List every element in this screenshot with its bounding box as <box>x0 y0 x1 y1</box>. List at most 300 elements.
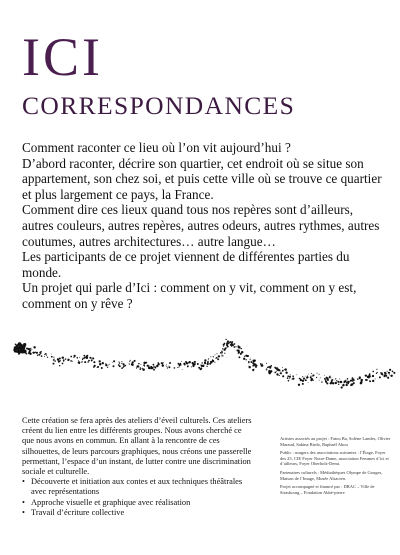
trail-dot <box>44 356 45 357</box>
trail-dot <box>86 355 88 357</box>
trail-dot <box>82 358 83 359</box>
trail-dot <box>300 379 302 381</box>
trail-dot <box>41 355 43 357</box>
trail-dot <box>292 375 294 377</box>
trail-dot <box>256 365 258 367</box>
trail-dot <box>244 356 245 357</box>
trail-dot <box>231 343 233 345</box>
trail-dot <box>308 382 309 383</box>
trail-dot <box>334 380 335 381</box>
trail-dot <box>293 378 294 379</box>
trail-dot <box>250 361 252 363</box>
trail-dot <box>191 362 193 364</box>
credits-block <box>280 436 392 498</box>
trail-dot <box>282 367 283 368</box>
trail-dot <box>248 362 249 363</box>
trail-dot <box>223 349 225 351</box>
trail-dot <box>222 348 223 349</box>
trail-dot <box>99 363 101 365</box>
trail-dot <box>238 351 240 353</box>
trail-dot <box>93 366 95 368</box>
trail-dot <box>282 375 284 377</box>
trail-dot <box>289 376 291 378</box>
trail-dot <box>73 357 74 358</box>
trail-dot <box>357 378 359 380</box>
trail-dot <box>393 372 395 374</box>
trail-dot <box>249 367 250 368</box>
trail-dot <box>288 380 290 382</box>
trail-dot <box>121 363 122 364</box>
trail-dot <box>136 367 137 368</box>
trail-dot <box>180 365 181 366</box>
trail-dot <box>179 366 180 367</box>
trail-dot <box>369 373 371 375</box>
trail-dot <box>270 370 272 372</box>
trail-dot <box>174 367 176 369</box>
trail-dot <box>140 367 141 368</box>
trail-dot <box>361 379 363 381</box>
trail-dot <box>373 376 374 377</box>
trail-dot <box>153 364 155 366</box>
trail-dot <box>193 363 195 365</box>
trail-dot <box>125 365 127 367</box>
trail-dot <box>324 378 325 379</box>
trail-dot <box>30 348 31 349</box>
trail-dot <box>69 359 70 360</box>
trail-dot <box>302 383 304 385</box>
trail-dot <box>143 362 146 365</box>
trail-dot <box>62 363 64 365</box>
trail-dot <box>216 357 218 359</box>
trail-dot <box>22 345 24 347</box>
trail-dot <box>84 361 86 363</box>
trail-dot <box>352 377 354 379</box>
trail-dot <box>325 381 327 383</box>
trail-dot <box>223 346 224 347</box>
trail-dot <box>168 366 170 368</box>
trail-dot <box>204 359 206 361</box>
trail-dot <box>207 363 209 365</box>
trail-dot <box>189 361 191 363</box>
trail-dot <box>282 370 284 372</box>
trail-dot <box>384 372 386 374</box>
trail-dot <box>139 368 141 370</box>
trail-dot <box>123 363 125 365</box>
trail-dot <box>47 357 48 358</box>
trail-dot <box>153 369 155 371</box>
trail-dot <box>181 361 182 362</box>
trail-dot <box>169 362 171 364</box>
trail-dot <box>369 380 370 381</box>
trail-dot <box>28 348 30 350</box>
trail-dot <box>210 356 211 357</box>
trail-dot <box>119 362 120 363</box>
trail-dot <box>18 342 22 346</box>
trail-dot <box>330 378 331 379</box>
trail-dot <box>168 365 169 366</box>
trail-dot <box>308 374 309 375</box>
trail-dot <box>319 374 320 375</box>
trail-dot <box>156 365 158 367</box>
trail-dot <box>123 366 124 367</box>
trail-dot <box>166 366 167 367</box>
trail-dot <box>18 344 19 345</box>
trail-dot <box>287 375 289 377</box>
trail-dot <box>222 352 223 353</box>
trail-dot <box>246 359 247 360</box>
trail-dot <box>14 346 17 349</box>
trail-dot <box>254 360 256 362</box>
trail-dot <box>177 363 178 364</box>
trail-dot <box>238 345 240 347</box>
trail-dot <box>78 360 79 361</box>
trail-dot <box>276 371 277 372</box>
trail-dot <box>243 358 245 360</box>
trail-dot <box>218 355 220 357</box>
trail-dot <box>21 348 24 351</box>
trail-dot <box>33 352 35 354</box>
trail-dot <box>348 383 349 384</box>
trail-dot <box>372 371 374 373</box>
trail-dot <box>108 365 109 366</box>
trail-dot <box>305 379 307 381</box>
poster-title-correspondances: CORRESPONDANCES <box>22 91 296 120</box>
trail-dot <box>312 374 314 376</box>
trail-dot <box>284 368 286 370</box>
trail-dot <box>229 342 230 343</box>
trail-dot <box>326 377 328 379</box>
trail-dot <box>327 379 329 381</box>
trail-dot <box>266 363 267 364</box>
trail-dot <box>354 380 355 381</box>
trail-dot <box>154 366 156 368</box>
trail-dot <box>389 374 390 375</box>
trail-dot <box>92 358 93 359</box>
trail-dot <box>88 360 90 362</box>
trail-dot <box>91 359 93 361</box>
trail-dot <box>208 359 209 360</box>
trail-dot <box>87 361 89 363</box>
trail-dot <box>53 357 54 358</box>
trail-dot <box>319 380 320 381</box>
footprint-trail-illustration <box>0 322 400 412</box>
trail-dot <box>320 377 321 378</box>
trail-dot <box>51 354 52 355</box>
trail-dot <box>29 353 31 355</box>
trail-dot <box>134 360 136 362</box>
trail-dot <box>278 375 279 376</box>
trail-dot <box>280 373 281 374</box>
trail-dot <box>214 362 215 363</box>
trail-dot <box>177 367 178 368</box>
trail-dot <box>31 349 32 350</box>
trail-dot <box>388 372 389 373</box>
trail-dot <box>252 369 254 371</box>
trail-dot <box>226 342 228 344</box>
trail-dot <box>206 366 207 367</box>
trail-dot <box>82 359 83 360</box>
trail-dot <box>220 352 222 354</box>
trail-dot <box>40 351 41 352</box>
trail-dot <box>266 370 267 371</box>
trail-dot <box>142 368 143 369</box>
trail-dot <box>83 355 85 357</box>
trail-dot <box>62 356 64 358</box>
trail-dot <box>113 365 115 367</box>
trail-dot <box>324 375 325 376</box>
trail-dot <box>347 380 348 381</box>
trail-dot <box>121 361 122 362</box>
trail-dot <box>346 384 347 385</box>
trail-dot <box>289 378 290 379</box>
trail-dot <box>346 385 347 386</box>
trail-dot <box>390 375 392 377</box>
intro-line: Un projet qui parle d’Ici : comment on y vit, comment on y est, comment on y rêve ? <box>22 280 357 311</box>
trail-dot <box>376 369 377 370</box>
trail-dot <box>317 373 318 374</box>
trail-dot <box>86 356 88 358</box>
trail-dot <box>302 380 304 382</box>
trail-dot <box>144 366 145 367</box>
trail-dot <box>217 358 219 360</box>
trail-dot <box>299 378 300 379</box>
trail-dot <box>44 354 45 355</box>
trail-dot <box>235 346 236 347</box>
trail-dot <box>15 344 17 346</box>
trail-dot <box>92 357 94 359</box>
trail-dot <box>63 359 65 361</box>
trail-dot <box>359 378 361 380</box>
trail-dot <box>305 376 306 377</box>
trail-dot <box>129 361 130 362</box>
trail-dot <box>298 384 300 386</box>
trail-dot <box>215 354 216 355</box>
intro-line: Comment dire ces lieux quand tous nos repères sont d’ailleurs, autres couleurs, autres repères, autres odeurs, autres rythmes, autres coutumes, autres architectures… autre langue… <box>22 202 380 249</box>
trail-dot <box>386 376 387 377</box>
trail-dot <box>140 364 141 365</box>
trail-dot <box>375 378 376 379</box>
trail-dot <box>40 352 42 354</box>
trail-dot <box>149 368 150 369</box>
trail-dot <box>215 358 216 359</box>
trail-dot <box>330 382 332 384</box>
trail-dot <box>147 365 149 367</box>
trail-dot <box>204 361 206 363</box>
trail-dot <box>351 383 353 385</box>
trail-dot <box>247 355 249 357</box>
trail-dot <box>194 361 196 363</box>
trail-dot <box>198 367 200 369</box>
trail-dot <box>274 372 276 374</box>
trail-dot <box>222 354 223 355</box>
intro-text <box>22 140 382 312</box>
trail-dot <box>210 361 212 363</box>
trail-dot <box>321 381 322 382</box>
trail-dot <box>231 341 233 343</box>
trail-dot <box>307 376 308 377</box>
trail-dot <box>182 369 183 370</box>
trail-dot <box>372 380 374 382</box>
trail-dot <box>306 377 308 379</box>
trail-dot <box>81 361 82 362</box>
trail-dot <box>93 361 95 363</box>
credits-partners: Partenaires culturels : Médiathèques Olympe de Gouges, Maison de l’Image, Musée Alsacien. <box>280 469 383 481</box>
trail-dot <box>112 362 113 363</box>
activity-item: • Travail d’écriture collective <box>31 508 252 518</box>
activity-item: • Découverte et initiation aux contes et aux techniques théâtrales avec représentations <box>31 477 252 497</box>
trail-dot <box>260 363 262 365</box>
trail-dot <box>187 365 188 366</box>
trail-dot <box>59 357 61 359</box>
trail-dot <box>79 357 80 358</box>
trail-dot <box>268 366 270 368</box>
trail-dot <box>379 376 381 378</box>
trail-dot <box>70 356 72 358</box>
trail-dot <box>332 382 334 384</box>
trail-dot <box>119 361 120 362</box>
trail-dot <box>241 351 243 353</box>
trail-dot <box>121 367 123 369</box>
trail-dot <box>366 379 368 381</box>
trail-dot <box>109 364 110 365</box>
trail-dot <box>229 343 230 344</box>
trail-dot <box>281 371 282 372</box>
project-description <box>22 416 252 518</box>
trail-dot <box>296 374 297 375</box>
trail-dot <box>261 365 263 367</box>
trail-dot <box>290 374 291 375</box>
trail-dot <box>40 354 41 355</box>
trail-dot <box>89 357 91 359</box>
trail-dot <box>387 371 388 372</box>
trail-dot <box>311 373 312 374</box>
trail-dot <box>249 366 250 367</box>
trail-dot <box>153 365 154 366</box>
trail-dot <box>208 358 209 359</box>
intro-line: Comment raconter ce lieu où l’on vit aujourd’hui ? <box>22 140 291 155</box>
trail-dot <box>201 362 202 363</box>
trail-dot <box>34 347 35 348</box>
trail-dot <box>316 377 317 378</box>
trail-dot <box>338 384 339 385</box>
trail-dot <box>138 363 140 365</box>
trail-dot <box>340 382 341 383</box>
trail-dot <box>186 362 188 364</box>
trail-dot <box>221 351 223 353</box>
trail-dot <box>201 367 203 369</box>
trail-dot <box>311 376 312 377</box>
trail-dot <box>197 363 199 365</box>
trail-dot <box>101 367 103 369</box>
trail-dot <box>207 361 208 362</box>
trail-dot <box>46 355 47 356</box>
trail-dot <box>130 360 131 361</box>
trail-dot <box>53 359 55 361</box>
credits-funding: Projet accompagné et financé par : DRAC – Ville de Strasbourg – Fondation Abbé-pierre <box>280 484 375 495</box>
trail-dot <box>325 379 326 380</box>
trail-dot <box>102 362 104 364</box>
trail-dot <box>129 363 130 364</box>
trail-dot <box>250 359 251 360</box>
credits-public: Public : usagers des associations suivantes : l’Étage, Foyer des 25, CIE Foyer Notre-Dame, association Femmes d’ici et d’ailleurs, Foyer Oberholz-Demi. <box>280 450 389 467</box>
trail-dot <box>347 378 349 380</box>
trail-dot <box>166 364 167 365</box>
intro-line: D’abord raconter, décrire son quartier, cet endroit où se situe son appartement, son chez soi, et puis cette ville où se trouve ce quartier et plus largement ce pays, la France. <box>22 155 382 202</box>
trail-dot <box>223 344 225 346</box>
trail-dot <box>58 360 59 361</box>
trail-dot <box>15 350 17 352</box>
trail-dot <box>336 380 337 381</box>
activity-list <box>22 477 252 518</box>
trail-dot <box>392 371 394 373</box>
trail-dot <box>329 376 331 378</box>
trail-dot <box>234 343 236 345</box>
trail-dot <box>18 350 19 351</box>
trail-dot <box>161 362 163 364</box>
trail-dot <box>70 360 72 362</box>
trail-dot <box>59 365 60 366</box>
trail-dot <box>105 363 107 365</box>
trail-dot <box>266 368 267 369</box>
trail-dot <box>331 381 332 382</box>
trail-dot <box>342 384 344 386</box>
trail-dot <box>53 363 55 365</box>
trail-dot <box>142 368 145 371</box>
trail-dot <box>240 348 241 349</box>
poster-title-ici: ICI <box>22 27 103 87</box>
trail-dot <box>27 348 28 349</box>
trail-dot <box>276 373 278 375</box>
trail-dot <box>79 363 81 365</box>
trail-dot <box>23 350 27 354</box>
trail-dot <box>389 369 391 371</box>
trail-dot <box>65 358 67 360</box>
trail-dot <box>203 365 205 367</box>
trail-dot <box>369 375 371 377</box>
trail-dot <box>346 382 348 384</box>
trail-dot <box>107 367 108 368</box>
description-paragraph: Cette création se fera après des ateliers d’éveil culturels. Ces ateliers créent du lien entre les différents groupes. Nous avons cherché ce que nous avons en commun. En allant à la rencontre de ces silhouettes, de leurs parcours graphiques, nous créons une passerelle permettant, l’espace d’un instant, de lutter contre une discrimination sociale et culturelle. <box>22 416 252 477</box>
trail-dot <box>303 378 305 380</box>
trail-dot <box>341 386 343 388</box>
trail-dot <box>385 375 387 377</box>
trail-dot <box>19 348 20 349</box>
trail-dot <box>97 366 99 368</box>
trail-dot <box>270 365 272 367</box>
trail-dot <box>216 353 217 354</box>
trail-dot <box>222 355 223 356</box>
trail-dot <box>226 347 227 348</box>
trail-dot <box>386 373 387 374</box>
intro-line: Les participants de ce projet viennent de différentes parties du monde. <box>22 249 350 280</box>
trail-dot <box>350 381 351 382</box>
trail-dot <box>221 355 222 356</box>
trail-dot <box>292 379 293 380</box>
trail-dot <box>372 376 373 377</box>
trail-dot <box>287 377 289 379</box>
trail-dot <box>201 365 203 367</box>
trail-dot <box>387 376 389 378</box>
trail-dot <box>233 346 235 348</box>
trail-dot <box>58 359 59 360</box>
trail-dot <box>224 353 225 354</box>
trail-dot <box>36 352 38 354</box>
trail-dot <box>339 379 340 380</box>
trail-dot <box>335 382 337 384</box>
trail-dot <box>366 375 367 376</box>
trail-dot <box>167 367 168 368</box>
trail-dot <box>151 367 153 369</box>
